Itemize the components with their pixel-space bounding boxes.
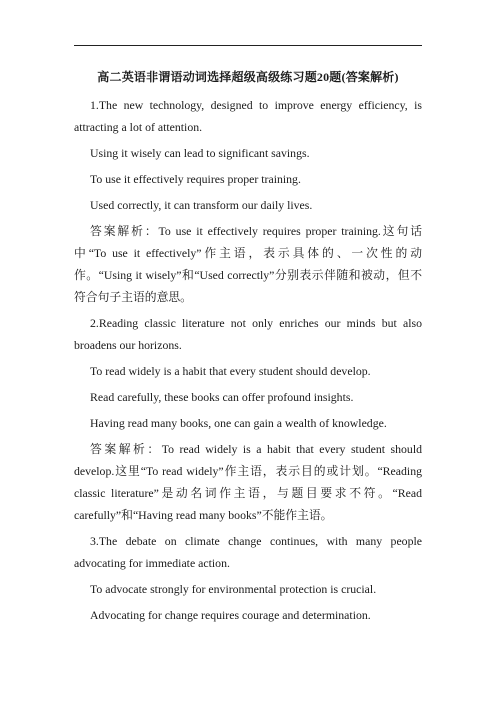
answer-explanation: 答案解析：To read widely is a habit that every student should develop.这里“To read widely”作主语，表示目的或计划。“Reading classic literature”是动名词作主语，与题目要求不符。“Read carefully”和“Having read many books”不能作主语。 xyxy=(74,442,422,522)
question-1 xyxy=(74,94,422,308)
option-line: Used correctly, it can transform our daily lives. xyxy=(90,198,313,212)
header-rule xyxy=(74,45,422,46)
document-page xyxy=(74,68,422,630)
option-line: To read widely is a habit that every student should develop. xyxy=(90,364,371,378)
answer-explanation: 答案解析：To use it effectively requires proper training.这句话中“To use it effectively”作主语，表示具体的、一次性的动作。“Using it wisely”和“Used correctly”分别表示伴随和被动，但不符合句子主语的意思。 xyxy=(74,224,422,304)
question-stem: 3.The debate on climate change continues, with many people advocating for immediate action. xyxy=(74,534,422,570)
option-line: Having read many books, one can gain a wealth of knowledge. xyxy=(90,416,387,430)
question-stem: 1.The new technology, designed to improve energy efficiency, is attracting a lot of attention. xyxy=(74,98,422,134)
document-title: 高二英语非谓语动词选择超级高级练习题20题(答案解析) xyxy=(97,70,399,84)
option-line: Read carefully, these books can offer profound insights. xyxy=(90,390,354,404)
option-line: To advocate strongly for environmental protection is crucial. xyxy=(90,582,377,596)
question-2 xyxy=(74,312,422,526)
question-3 xyxy=(74,530,422,626)
option-line: To use it effectively requires proper training. xyxy=(90,172,301,186)
option-line: Using it wisely can lead to significant savings. xyxy=(90,146,310,160)
question-stem: 2.Reading classic literature not only enriches our minds but also broadens our horizons. xyxy=(74,316,422,352)
option-line: Advocating for change requires courage and determination. xyxy=(90,608,371,622)
